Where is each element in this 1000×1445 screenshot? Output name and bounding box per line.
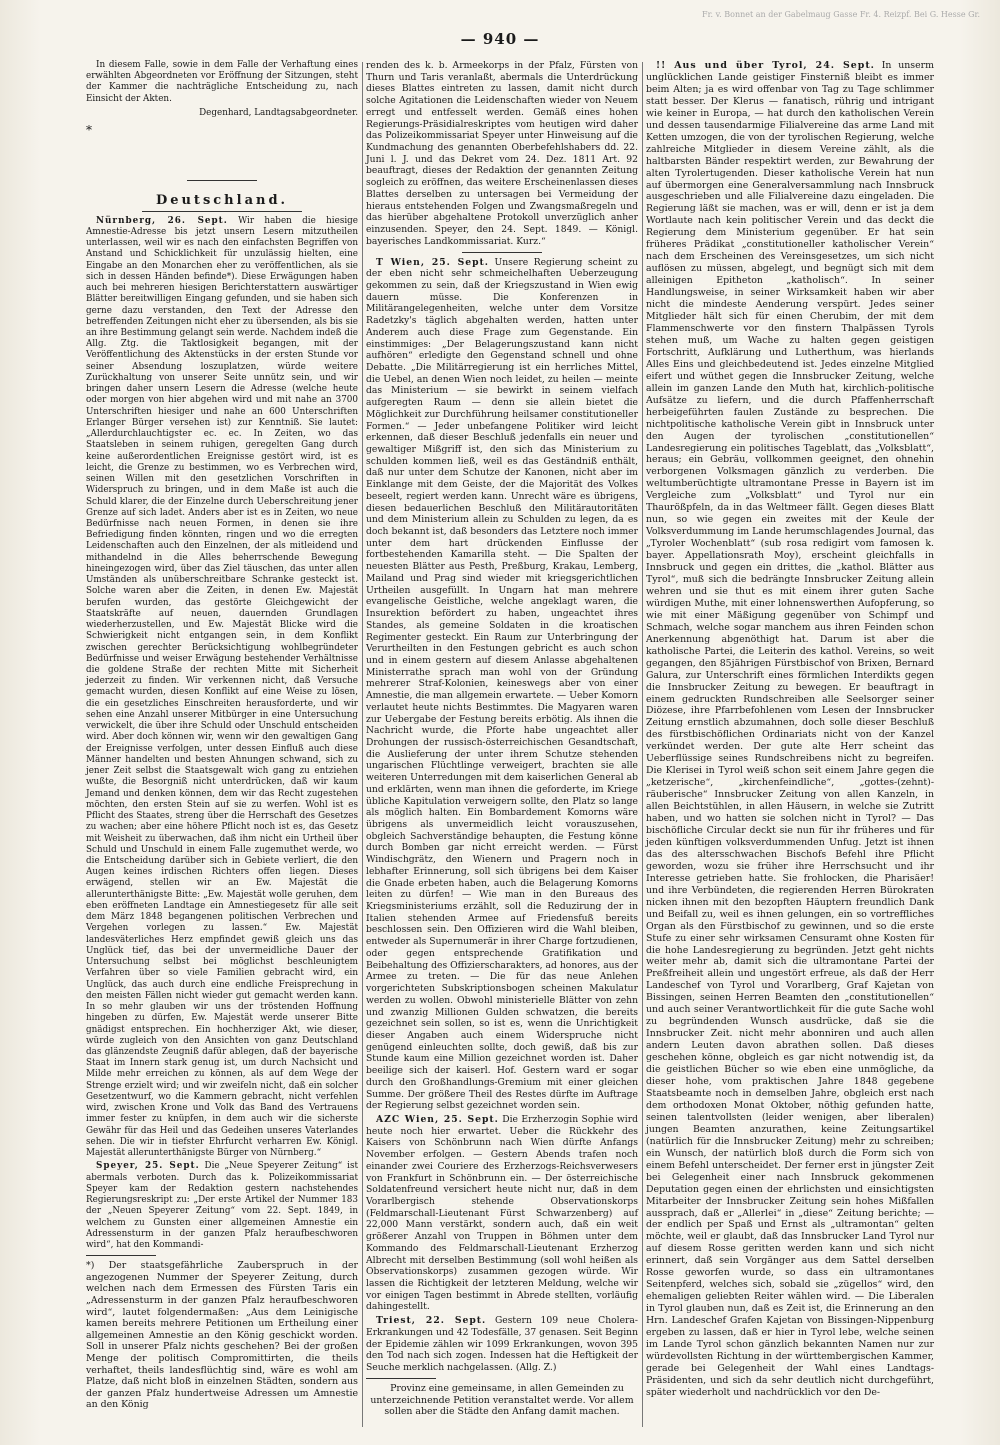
intro-paragraph: In diesem Falle, sowie in dem Falle der Verhaftung eines erwählten Abgeordneten vor Eröffnung der Sitzungen, steht der Kammer die nachträgliche Entscheidung zu, nach Einsicht der Akten. — [86, 60, 358, 104]
article-continuation: renden des k. b. Armeekorps in der Pfalz, Fürsten von Thurn und Taris veranlaßt, abermals die Unterdrückung dieses Blattes eintreten zu lassen, damit nicht durch solche Agitationen die Leidenschaften wieder von Neuem erregt und entfesselt werden. Gemäß eines hohen Regierungs-Präsidialreskriptes vom heutigen wird daher das Polizeikommissariat Speyer unter Hinweisung auf die Kundmachung des genannten Oberbefehlshabers dd. 22. Juni l. J. und das Dekret vom 24. Dez. 1811 Art. 92 beauftragt, dieses der Redaktion der genannten Zeitung sogleich zu eröffnen, das weitere Erscheinenlassen dieses Blattes derselben zu untersagen bei Vermeidung der hieraus entstehenden Folgen und Zwangsmaßregeln und das hierüber abgehaltene Protokoll unverzüglich anher einzusenden. Speyer, den 24. Sept. 1849. — Königl. bayerisches Landkommissariat. Kurz.“ — [366, 60, 638, 247]
article-speyer — [86, 1161, 358, 1251]
article-wien-1 — [366, 257, 638, 1112]
footnote-rule — [366, 1378, 436, 1379]
footnote-continuation: Provinz eine gemeinsame, in allen Gemeinden zu unterzeichnende Petition veranstaltet werde. Vor allem sollen aber die Städte den Anfang damit machen. — [370, 1382, 634, 1418]
footnote-text: *) Der staatsgefährliche Zauberspruch in der angezogenen Nummer der Speyerer Zeitung, durch welchen nach dem Ermessen des Fürsten Taris ein „Adressensturm in der ganzen Pfalz heraufbeschworen wird“, lautet folgendermaßen: „Aus dem Leinigische kamen bereits mehrere Petitionen um Ertheilung einer allgemeinen Amnestie an den König geschickt worden. Soll in unserer Pfalz nichts geschehen? Bei der großen Menge der politisch Compromittirten, die theils verhaftet, theils landesflüchtig sind, wäre es wohl am Platze, daß nicht bloß in einzelnen Städten, sondern aus der ganzen Pfalz hundertweise Adressen um Amnestie an den König — [86, 1260, 358, 1411]
dateline: AZC Wien, 25. Sept. — [376, 1113, 499, 1125]
article-body: Gestern 109 neue Cholera-Erkrankungen und 42 Todesfälle, 37 genasen. Seit Beginn der Epidemie zählen wir 1099 Erkrankungen, wovon 395 den Tod nach sich zogen. Indessen hat die Heftigkeit der Seuche merklich nachgelassen. (Allg. Z.) — [366, 1315, 639, 1374]
footnote-rule — [86, 1255, 156, 1256]
section-heading: Deutschland. — [86, 180, 358, 211]
column-divider — [642, 62, 643, 1427]
footnote — [86, 1260, 358, 1411]
article-triest — [366, 1315, 638, 1374]
separator-star: * — [86, 123, 92, 138]
dateline: Speyer, 25. Sept. — [96, 1161, 200, 1172]
dateline: Triest, 22. Sept. — [376, 1315, 487, 1327]
article-body: Wir haben die hiesige Amnestie-Adresse bis jetzt unsern Lesern mitzutheilen unterlassen, weil wir es nach den einfachsten Begriffen von Anstand und Schicklichkeit für unzulässig hielten, eine Eingabe an den Monarchen eher zu veröffentlichen, als sie sich in dessen Händen befinde*). Diese Erwägungen haben auch bei mehreren hiesigen Berichterstattern auswärtiger Blätter bereitwilligen Eingang gefunden, und sie haben sich gerne dazu verstanden, den Text der Adresse den betreffenden Zeitungen nicht eher zu übersenden, als bis sie an ihre Bestimmung gelangt sein werde. Nachdem indeß die Allg. Ztg. die Taktlosigkeit begangen, mit der Veröffentlichung des Aktenstücks in der ersten Stunde vor seiner Absendung loszuplatzen, würde weitere Zurückhaltung von unserer Seite unnütz sein, und wir bringen daher unsern Lesern die Adresse (welche heute oder morgen von hier abgehen wird und mit nahe an 3700 Unterschriften hiesiger und nahe an 600 Unterschriften Erlanger Bürger versehen ist) zur Kenntniß. Sie lautet: „Allerdurchlauchtigster ec. ec. In Zeiten, wo das Staatsleben in seinem ruhigen, geregelten Gang durch keine außerordentlichen Ereignisse gestört wird, ist es leicht, die Grenze zu bestimmen, wo es Verbrechen wird, seinen Willen mit den gesetzlichen Vorschriften in Widerspruch zu bringen, und in dem Maße ist auch die Schuld klarer, die der Einzelne durch Ueberschreitung jener Grenze auf sich ladet. Anders aber ist es in Zeiten, wo neue Bedürfnisse nach neuen Formen, in denen sie ihre Befriedigung finden könnten, ringen und wo die erregten Leidenschaften auch den Einzelnen, der als mitleidend und mithandelnd in die Alles beherrschende Bewegung hineingezogen wird, über das Ziel täuschen, das unter allen Umständen als unüberschreitbare Schranke gesteckt ist. Solche waren aber die Zeiten, in denen Ew. Majestät berufen wurden, das gestörte Gleichgewicht der Staatskräfte auf neuen, dauernden Grundlagen wiederherzustellen, und Ew. Majestät Blicke wird die Schwierigkeit nicht entgangen sein, in dem Konflikt zwischen gerechter Berücksichtigung wohlbegründeter Bedürfnisse und weiser Erwägung bestehender Verhältnisse die goldene Straße der rechten Mitte mit Sicherheit jederzeit zu finden. Wir verkennen nicht, daß Versuche gemacht wurden, diesen Konflikt auf eine Weise zu lösen, die ein gesetzliches Einschreiten herausforderte, und wir sehen eine Anzahl unserer Mitbürger in eine Untersuchung verwickelt, die über ihre Schuld oder Unschuld entscheiden wird. Aber doch können wir, wenn wir den gewaltigen Gang der Ereignisse verfolgen, unter dessen Einfluß auch diese Männer handelten und besten Ahnungen schwand, sich zu jener Zeit selbst die Staatsgewalt wich gang zu entziehen wußte, die Besorgniß nicht unterdrücken, daß wir kaum Jemand und denken können, dem wir das Recht zugestehen möchten, den ersten Stein auf sie zu werfen. Wohl ist es Pflicht des Staates, streng über die Herrschaft des Gesetzes zu wachen; aber eine höhere Pflicht noch ist es, das Gesetz mit Weisheit zu überwachen, daß ihm nicht ein Urtheil über Schuld und Unschuld in einem Falle zugemuthet werde, wo die Entscheidung darüber sich in Gebiete verliert, die den Augen keines irdischen Richters offen liegen. Dieses erwägend, stellen wir an Ew. Majestät die allerunterthänigste Bitte: „Ew. Majestät wolle geruhen, dem eben eröffneten Landtage ein Amnestiegesetz für alle seit dem März 1848 begangenen politischen Verbrechen und Vergehen vorlegen zu lassen.“ Ew. Majestät landesväterliches Herz empfindet gewiß gleich uns das Unglück tief, das bei der unvermeidliche Dauer der Untersuchung selbst bei möglichst beschleunigtem Verfahren über so viele Familien gebracht wird, ein Unglück, das auch durch eine endliche Freisprechung in den meisten Fällen nicht wieder gut gemacht werden kann. In so mehr glauben wir uns der tröstenden Hoffnung hingeben zu dürfen, Ew. Majestät werde unserer Bitte gnädigst entsprechen. Ein hochherziger Akt, wie dieser, würde zugleich von den Ansichten von ganz Deutschland das glänzendste Zeugniß dafür ablegen, daß der bayerische Staat im Innern stark genug ist, um durch Nachsicht und Milde mehr erreichen zu können, als auf dem Wege der Strenge erzielt wird; und wir zweifeln nicht, daß ein solcher Gesetzentwurf, wo die Kammern gebracht, nicht verfehlen wird, zwischen Krone und Volk das Band des Vertrauens immer fester zu knüpfen, in dem auch wir die sicherste Gewähr für das Heil und das Gedeihen unseres Vaterlandes sehen. Die wir in tiefster Ehrfurcht verharren Ew. Königl. Majestät allerunterthänigste Bürger von Nürnberg.“ — [86, 215, 358, 1159]
article-body: In unserm unglücklichen Lande geistiger Finsterniß bleibt es immer beim Alten; ja es wird offenbar von Tag zu Tage schlimmer statt besser. Der Klerus — fanatisch, rührig und intrigant wie keiner in Europa, — hat durch den katholischen Verein und dessen tausendarmige Filialvereine das arme Land mit Ketten umzogen, die von der tyrolischen Regierung, welche zahlreiche Mitglieder in diesem Vereine zählt, als die haltbarsten Bänder respektirt werden, zur Bewahrung der alten Tyrolertugenden. Dieser katholische Verein hat nun auf übermorgen eine Generalversammlung nach Innsbruck ausgeschrieben und alle Filialvereine dazu eingeladen. Die Regierung läßt sie machen, was er will, denn er ist ja dem Wortlaute nach kein politischer Verein und das deckt die Regierung dem Ministerium gegenüber. Er hat sein früheres Prädikat „constitutioneller katholischer Verein“ nach dem Erscheinen des Vereinsgesetzes, um sich nicht auflösen zu müssen, abgelegt, und begnügt sich mit dem alleinigen Epitheton „katholisch“. In seiner Handlungsweise, in seiner Wirksamkeit haben wir aber nicht die mindeste Aenderung verspürt. Jedes seiner Mitglieder hält sich für einen Cherubim, der mit dem Flammenschwerte vor den finstern Thalpässen Tyrols stehen muß, um Wache zu halten gegen geistigen Fortschritt, Aufklärung und Lutherthum, was hierlands Alles Eins und gleichbedeutend ist. Jedes einzelne Mitglied eifert und wüthet gegen die Innsbrucker Zeitung, welche allein im ganzen Lande den Muth hat, kirchlich-politische Aufsätze zu liefern, und die durch Pfaffenherrschaft herbeigeführten faulen Zustände zu besprechen. Die nichtpolitische katholische Verein gibt in Innsbruck unter den Augen der tyrolischen „constitutionellen“ Landesregierung ein politisches Tageblatt, das „Volksblatt“, heraus; ein Gebräu, vollkommen geeignet, den ohnehin verborgenen Volksmagen gänzlich zu verderben. Die weltumberüchtigte ultramontane Presse in Bayern ist im Vergleiche zum „Volksblatt“ und Tyrol nur ein Thaurößpfeln, da in das Weltmeer fällt. Gegen dieses Blatt nun, so wie gegen ein zweites mit der Keule der Volksverdummung im Lande herumschlagendes Journal, das „Tyroler Wochenblatt“ (sub rosa redigirt vom famosen k. bayer. Appellationsrath Moy), erscheint gleichfalls in Innsbruck und gegen ein drittes, die „kathol. Blätter aus Tyrol“, muß sich die bedrängte Innsbrucker Zeitung allein wehren und sie thut es mit einem ihrer guten Sache würdigen Muthe, mit einer lohnenswerthen Aufopferung, so wie mit einer Mäßigung gegenüber von Schimpf und Schmach, welche sogar manchem aus ihren Feinden schon Anerkennung abgenöthigt hat. Darum ist aber die katholische Partei, die Leiterin des kathol. Vereins, so weit gegangen, den 85jährigen Fürstbischof von Brixen, Bernard Galura, zur Unterschrift eines förmlichen Interdikts gegen die Innsbrucker Zeitung zu bewegen. Er beauftragt in einem gedruckten Rundschreiben alle Seelsorger seiner Diözese, ihre Pfarrbefohlenen vom Lesen der Innsbrucker Zeitung ernstlich abzumahnen, doch solle dieser Beschluß des fürstbischöflichen Ordinariats nicht von der Kanzel verkündet werden. Der gute alte Herr scheint das Ueberflüssige seines Rundschreibens nicht zu begreifen. Die Klerisei in Tyrol weiß schon seit einem Jahre gegen die „ketzerische“, „kirchenfeindliche“, „gottes-(zehnt)-räuberische“ Innsbrucker Zeitung von allen Kanzeln, in allen Beichtstühlen, in allen Häusern, in welche sie Zutritt haben, und wo hatten sie solchen nicht in Tyrol? — Das bischöfliche Circular deckt sie nun für ihr früheres und für jeden künftigen volksverdummenden Unfug. Jetzt ist ihnen das des altersschwachen Bischofs Befehl ihre Pflicht geworden, wozu sie früher ihre Herrschsucht und ihr Interesse getrieben hatte. Sie frohlocken, die Pharisäer! und ihre Verbündeten, die regierenden Herren Bürokraten nicken ihnen mit den bezopften Häuptern freundlich Dank und Beifall zu, weil es ihnen gelungen, ein so vortreffliches Organ als den Fürstbischof zu gewinnen, und so die erste Stufe zu einer sehr wirksamen Censuramt ohne Kosten für die hohe Landesregierung zu begründen. Jetzt geht nichts weiter mehr ab, damit sich die ultramontane Partei der Preßfreiheit allein und ungestört erfreue, als daß der Herr Landeschef von Tyrol und Vorarlberg, Graf Kajetan von Bissingen, seinen Herren Beamten den „constitutionellen“ und auch seiner Verantwortlichkeit für die gute Sache wohl zu begründenden Wunsch ausdrücke, daß sie die Innsbrucker Zeit. nicht mehr abonniren und auch allen andern Leuten davon abrathen sollen. Daß dieses geschehen könne, obgleich es gar nicht notwendig ist, da die geistlichen Bücher so wie eben eine unmögliche, da dieser hohe, vom praktischen Jahre 1848 gegebene Staatsbeamte noch in demselben Jahre, obgleich erst nach dem orthodoxen Monat Oktober, nöthig gefunden hatte, seinen talentvollsten (leider wenigen, aber liberalen) jungen Beamten anzurathen, keine Zeitungsartikel (natürlich für die Innsbrucker Zeitung) mehr zu schreiben; ein Wunsch, der natürlich bloß durch die Form sich von einem Befehl unterscheidet. Der ferner erst in jüngster Zeit bei Gelegenheit einer nach Innsbruck gekommenen Deputation gegen einen der ehrlichsten und einsichtigsten Mitarbeiter der Innsbrucker Zeitung sein hohes Mißfallen aussprach, daß er „Allerlei“ in „diese“ Zeitung berichte; — der endlich per Spaß und Ernst als „ultramontan“ gelten möchte, weil er glaubt, daß das Innsbrucker Land Tyrol nur auf diesem Rosse geritten werden kann und sich nicht erinnert, daß sein Vorgänger aus dem Sattel derselben Rosse geworfen wurde, so dass ein ultramontanes Seitenpferd, welches sich, sobald sie „zügellos“ wird, den ehemaligen geliebten Reiter wählen wird. — Die Liberalen in Tyrol glauben nun, daß es Zeit ist, die Erinnerung an den Hrn. Landeschef Grafen Kajetan von Bissingen-Nippenburg ergeben zu lassen, daß er hier in Tyrol lebe, welche seinen im Lande Tyrol schon gänzlich bekannten Namen nur zur würdevollsten Richtung in der württembergischen Kammer, gerade bei Gelegenheit der Wahl eines Landtags-Präsidenten, und sich da sehr deutlich nicht durchgeführt, später wiederholt und nachdrücklich vor den De- — [646, 60, 935, 1398]
article-rule — [462, 252, 542, 253]
column-2 — [366, 60, 638, 1420]
article-body: Die Erzherzogin Sophie wird heute noch hier erwartet. Ueber die Rückkehr des Kaisers von Schönbrunn nach Wien dürfte Anfangs November erfolgen. — Gestern Abends trafen noch einander zwei Couriere des Erzherzogs-Reichsverwesers von Frankfurt in Schönbrunn ein. — Der österreichische Soldatenfreund versichert heute nicht nur, daß in dem Vorarlbergisch stehende Observationskorps (Feldmarschall-Lieutenant Fürst Schwarzenberg) auf 22,000 Mann verstärkt, sondern auch, daß ein weit größerer Anzahl von Truppen in Böhmen unter dem Kommando des Feldmarschall-Lieutenant Erzherzog Albrecht mit derselben Bestimmung (soll wohl heißen als Observationskorps) zusammen gezogen würde. Wir lassen die Richtigkeit der letzteren Meldung, welche wir vor einigen Tagen bestimmt in Abrede stellten, vorläufig dahingestellt. — [366, 1113, 638, 1313]
article-body: Unsere Regierung scheint zu der eben nicht sehr schmeichelhaften Ueberzeugung gekommen zu sein, daß der Kriegszustand in Wien ewig dauern müsse. Die Konferenzen in Militärangelegenheiten, welche unter dem Vorsitze Radetzky's täglich abgehalten werden, hatten unter Anderem auch diese Frage zum Gegenstande. Ein einstimmiges: „Der Belagerungszustand kann nicht aufhören“ erledigte den Gegenstand schnell und ohne Debatte. „Die Militärregierung ist ein herrliches Mittel, die Uebel, an denen Wien noch leidet, zu heilen — meinte das Ministerium — sie bewirkt in seinem vielfach aufgeregten Raum — denn sie allein bietet die Möglichkeit zur Durchführung heilsamer constitutioneller Formen.“ — Jeder unbefangene Politiker wird leicht erkennen, daß dieser Beschluß jedenfalls ein neuer und gewaltiger Mißgriff ist, den sich das Ministerium zu schulden kommen ließ, weil es das Geständniß enthält, daß nur unter dem Schutze der Kanonen, nicht aber im Einklange mit dem Geiste, der die Majorität des Volkes beseelt, regiert werden kann. Unrecht wäre es übrigens, diesen bedauerlichen Beschluß den Militärautoritäten und dem Ministerium allein zu Schulden zu legen, da es doch bekannt ist, daß besonders das Letztere noch immer unter dem hart drückenden Einflusse der fortbestehenden Kamarilla steht. — Die Spalten der neuesten Blätter aus Pesth, Preßburg, Krakau, Lemberg, Mailand und Prag sind wieder mit kriegsgerichtlichen Urtheilen ausgefüllt. In Ungarn hat man mehrere evangelische Geistliche, welche angeklagt waren, die Insurektion befördert zu haben, ungeachtet ihres Standes, als gemeine Soldaten in die kroatischen Regimenter gesteckt. Ein Raum zur Unterbringung der Verurtheilten in den Festungen gebricht es auch schon und in einem gestern auf diesem Anlasse abgehaltenen Ministerrathe sprach man wohl von der Gründung mehrerer Straf-Kolonien, keineswegs aber von einer Amnestie, die man allgemein erwartete. — Ueber Komorn verlautet heute nichts Bestimmtes. Die Magyaren waren zur Uebergabe der Festung bereits erbötig. Als ihnen die Nachricht wurde, die Pforte habe ungeachtet aller Drohungen der russisch-österreichischen Gesandtschaft, die Auslieferung der unter ihrem Schutze stehenden ungarischen Flüchtlinge verweigert, brachten sie alle weiteren Unterredungen mit dem kaiserlichen General ab und erklärten, wenn man ihnen die geforderte, im Kriege übliche Kapitulation verweigern sollte, den Platz so lange als möglich halten. Ein Bombardement Komorns wäre übrigens als unvermeidlich leicht vorauszusehen, obgleich Sachverständige behaupten, die Festung könne durch Bomben gar nicht erreicht werden. — Fürst Windischgrätz, den Wienern und Pragern noch in lebhafter Erinnerung, soll sich übrigens bei dem Kaiser die Gnade erbeten haben, auch die Belagerung Komorns leiten zu dürfen! — Wie man in den Bureaus des Kriegsministeriums erzählt, soll die Reduzirung der in Italien stehenden Armee auf Friedensfuß bereits beschlossen sein. Den Offizieren wird die Wahl bleiben, entweder als Supernumerär in ihrer Charge fortzudienen, oder gegen entsprechende Gratifikation und Beibehaltung des Offizierscharakters, ad honores, aus der Armee zu treten. — Die für das neue Anlehen vorgerichteten Subskriptionsbogen scheinen Makulatur werden zu wollen. Obwohl ministerielle Blätter von zehn und zwanzig Millionen Gulden schwatzen, die bereits gezeichnet sein sollen, so ist es, wenn die Unrichtigkeit dieser Angaben auch einem Widerspruche nicht genügend einleuchten sollte, doch gewiß, daß bis zur Stunde kaum eine Million gezeichnet worden ist. Daher beeilige sich der kaiserl. Hof. Gestern ward er sogar durch den Großhandlungs-Gremium mit einer gleichen Summe. Der größere Theil des Restes dürfte im Auftrage der Regierung selbst gezeichnet worden sein. — [366, 256, 638, 1112]
column-divider — [362, 62, 363, 1427]
column-1 — [86, 60, 358, 1413]
article-wien-2 — [366, 1114, 638, 1313]
bleed-through-text: Fr. v. Bonnet an der Gabelmaug Gasse Fr. 4. Reizpf. Bei G. Hesse Gr. — [702, 10, 980, 19]
article-nuernberg — [86, 216, 358, 1160]
page-number: — 940 — — [460, 30, 540, 48]
column-3 — [646, 60, 934, 1401]
dateline: Nürnberg, 26. Sept. — [96, 215, 228, 226]
dateline: !! Aus und über Tyrol, 24. Sept. — [656, 60, 875, 71]
article-tyrol — [646, 60, 934, 1399]
dateline: T Wien, 25. Sept. — [376, 256, 489, 268]
article-body: Die „Neue Speyerer Zeitung“ ist abermals verboten. Durch das k. Polizeikommissariat Speyer kam der Redaktion gestern nachstehendes Regierungsreskript zu: „Der erste Artikel der Nummer 183 der „Neuen Speyerer Zeitung“ vom 22. Sept. 1849, in welchem zu Gunsten einer allgemeinen Amnestie ein Adressensturm in der ganzen Pfalz heraufbeschworen wird“, hat den Kommandi- — [86, 1161, 358, 1250]
signature: Degenhard, Landtagsabgeordneter. — [199, 107, 358, 118]
